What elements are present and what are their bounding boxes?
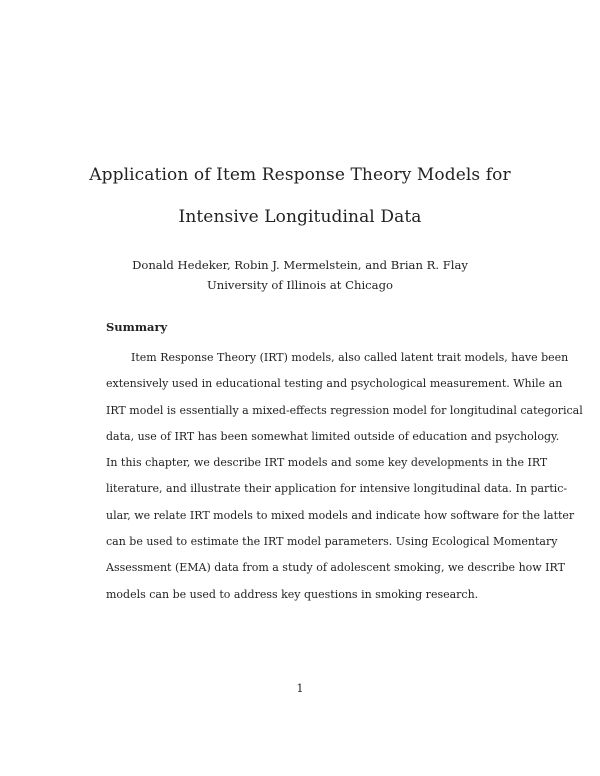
author-affiliation: University of Illinois at Chicago — [206, 278, 393, 292]
summary-line: Item Response Theory (IRT) models, also called latent trait models, have been — [131, 351, 569, 364]
page-number: 1 — [296, 682, 304, 695]
summary-line: can be used to estimate the IRT model parameters. Using Ecological Momentary — [106, 535, 558, 549]
summary-heading: Summary — [106, 320, 168, 334]
summary-line: models can be used to address key questions in smoking research. — [106, 587, 479, 601]
summary-line: Assessment (EMA) data from a study of adolescent smoking, we describe how IRT — [106, 561, 565, 575]
summary-body — [106, 345, 583, 608]
paper-title-line-1: Application of Item Response Theory Models for — [89, 165, 511, 185]
summary-line: ular, we relate IRT models to mixed models and indicate how software for the latter — [106, 508, 575, 522]
author-names: Donald Hedeker, Robin J. Mermelstein, and Brian R. Flay — [132, 258, 468, 272]
summary-line: literature, and illustrate their application for intensive longitudinal data. In partic- — [106, 482, 568, 496]
summary-line: data, use of IRT has been somewhat limited outside of education and psychology. — [106, 429, 560, 443]
summary-line: IRT model is essentially a mixed-effects regression model for longitudinal categorical — [106, 403, 583, 417]
paper-title-line-2: Intensive Longitudinal Data — [178, 207, 422, 227]
summary-line: extensively used in educational testing and psychological measurement. While an — [106, 377, 563, 391]
summary-line: In this chapter, we describe IRT models and some key developments in the IRT — [106, 456, 548, 470]
